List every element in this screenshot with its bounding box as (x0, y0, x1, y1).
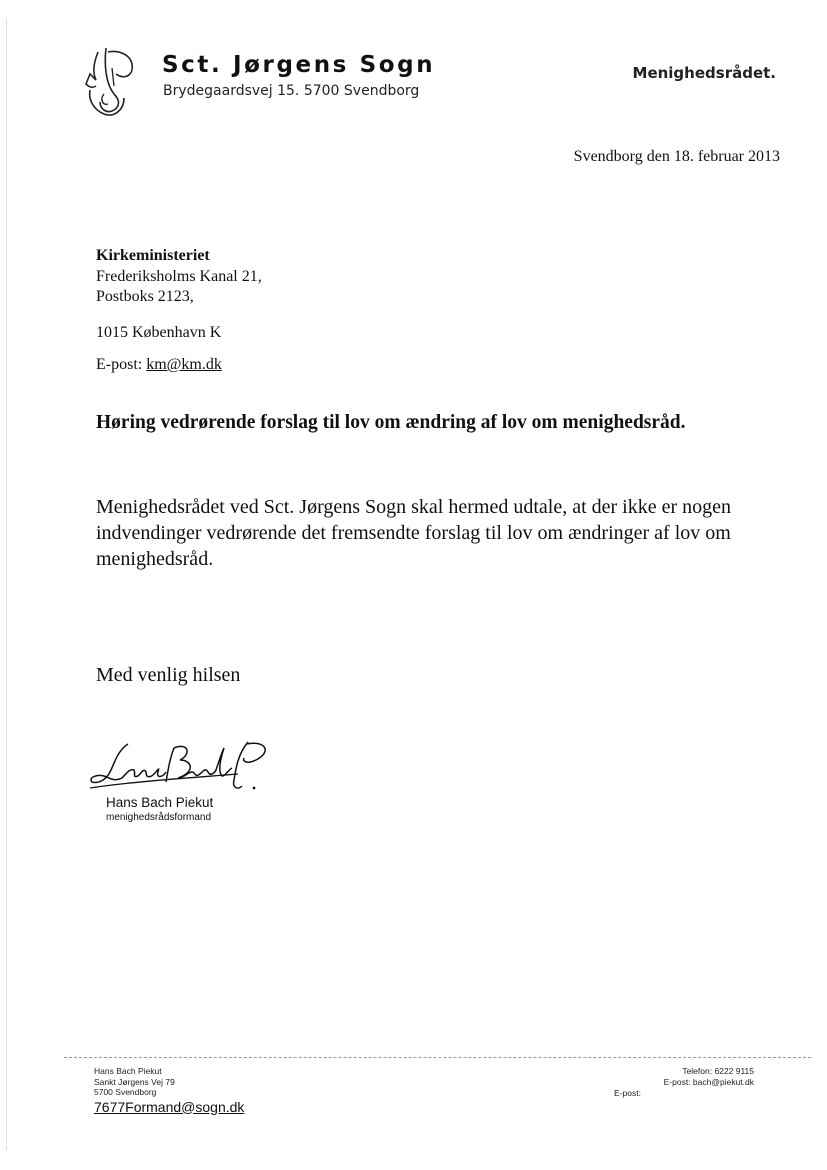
footer-divider (64, 1057, 811, 1058)
letter-date: Svendborg den 18. februar 2013 (573, 148, 780, 165)
signer-title: menighedsrådsformand (106, 812, 212, 823)
footer-sender-street: Sankt Jørgens Vej 79 (94, 1076, 175, 1087)
recipient-street: Frederiksholms Kanal 21, (96, 267, 262, 285)
recipient-address-block (96, 246, 262, 308)
footer-email-label: E-post: (614, 1088, 641, 1098)
footer-sender-city: 5700 Svendborg (94, 1087, 157, 1097)
recipient-postal: 1015 København K (96, 324, 222, 341)
footer-phone: Telefon: 6222 9115 (682, 1066, 754, 1076)
footer-email-link[interactable]: 7677Formand@sogn.dk (94, 1098, 245, 1115)
recipient-pobox: Postboks 2123, (96, 288, 194, 305)
footer-contact-block (664, 1066, 754, 1087)
scan-edge-marks (6, 20, 9, 1150)
footer-personal-email: E-post: bach@piekut.dk (663, 1076, 754, 1087)
footer-sender-name: Hans Bach Piekut (94, 1066, 162, 1076)
org-name: Sct. Jørgens Sogn (162, 52, 436, 78)
recipient-name: Kirkeministeriet (96, 247, 210, 264)
signer-name: Hans Bach Piekut (106, 795, 214, 810)
recipient-email-line (96, 356, 222, 374)
department-label: Menighedsrådet. (632, 64, 776, 82)
recipient-email-link[interactable]: km@km.dk (146, 356, 222, 373)
parish-logo (84, 44, 136, 120)
footer-sender-block (94, 1066, 244, 1116)
recipient-email-label: E-post: (96, 356, 143, 373)
letter-body: Menighedsrådet ved Sct. Jørgens Sogn skal hermed udtale, at der ikke er nogen indvendinger vedrørende det fremsendte forslag til lov om ændringer af lov om menighedsråd. (96, 496, 732, 570)
handwritten-signature (88, 738, 278, 796)
letter-subject: Høring vedrørende forslag til lov om ændring af lov om menighedsråd. (96, 412, 686, 433)
letter-closing: Med venlig hilsen (96, 664, 241, 686)
org-address: Brydegaardsvej 15. 5700 Svendborg (163, 83, 420, 99)
